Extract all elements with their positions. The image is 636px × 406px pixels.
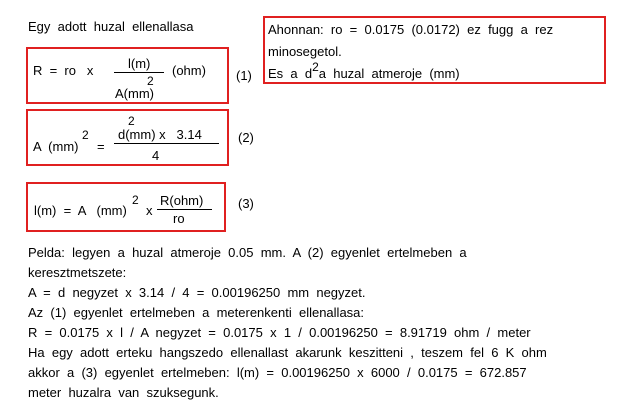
paragraph-line-2: keresztmetszete:	[28, 265, 127, 280]
paragraph-line-8: meter huzalra van szuksegunk.	[28, 385, 219, 400]
formula-3-fraction-line	[157, 209, 212, 210]
formula-2-equals: =	[97, 139, 105, 154]
paragraph-line-7: akkor a (3) egyenlet ertelmeben: l(m) = 0.00196250 x 6000 / 0.0175 = 672.857	[28, 365, 527, 380]
formula-3-lhs: l(m) = A (mm)	[34, 203, 127, 218]
paragraph-line-5: R = 0.0175 x l / A negyzet = 0.0175 x 1 / 0.00196250 = 8.91719 ohm / meter	[28, 325, 531, 340]
formula-2-numerator-exponent: 2	[128, 114, 135, 128]
paragraph-line-6: Ha egy adott erteku hangszedo ellenallast akarunk keszitteni , teszem fel 6 K ohm	[28, 345, 547, 360]
formula-3-denominator: ro	[173, 211, 185, 226]
formula-1-label: (1)	[236, 68, 252, 83]
formula-1-numerator: l(m)	[128, 56, 151, 71]
paragraph-line-4: Az (1) egyenlet ertelmeben a meterenkenti ellenallasa:	[28, 305, 365, 320]
formula-2-fraction-line	[114, 143, 219, 144]
note-line-2: minosegetol.	[268, 44, 342, 59]
paragraph-line-1: Pelda: legyen a huzal atmeroje 0.05 mm. A (2) egyenlet ertelmeben a	[28, 245, 467, 260]
formula-3-times: x	[146, 203, 153, 218]
formula-2-lhs-exponent: 2	[82, 128, 89, 142]
formula-2-denominator: 4	[152, 148, 160, 163]
formula-3-numerator: R(ohm)	[160, 193, 204, 208]
formula-1-exponent: 2	[147, 74, 154, 88]
formula-1-lhs: R = ro x	[33, 63, 94, 78]
page-title: Egy adott huzal ellenallasa	[28, 19, 194, 34]
note-line-3: Es a d2a huzal atmeroje (mm)	[268, 60, 460, 81]
formula-1-unit: (ohm)	[172, 63, 206, 78]
formula-3-label: (3)	[238, 196, 254, 211]
formula-2-lhs: A (mm)	[33, 139, 79, 154]
formula-2-label: (2)	[238, 130, 254, 145]
note-line-1: Ahonnan: ro = 0.0175 (0.0172) ez fugg a rez	[268, 22, 554, 37]
paragraph-line-3: A = d negyzet x 3.14 / 4 = 0.00196250 mm negyzet.	[28, 285, 366, 300]
formula-2-numerator: d(mm) x 3.14	[118, 127, 202, 142]
formula-1-fraction-line	[114, 72, 164, 73]
formula-1-denominator: A(mm)	[115, 86, 154, 101]
formula-3-exponent: 2	[132, 193, 139, 207]
